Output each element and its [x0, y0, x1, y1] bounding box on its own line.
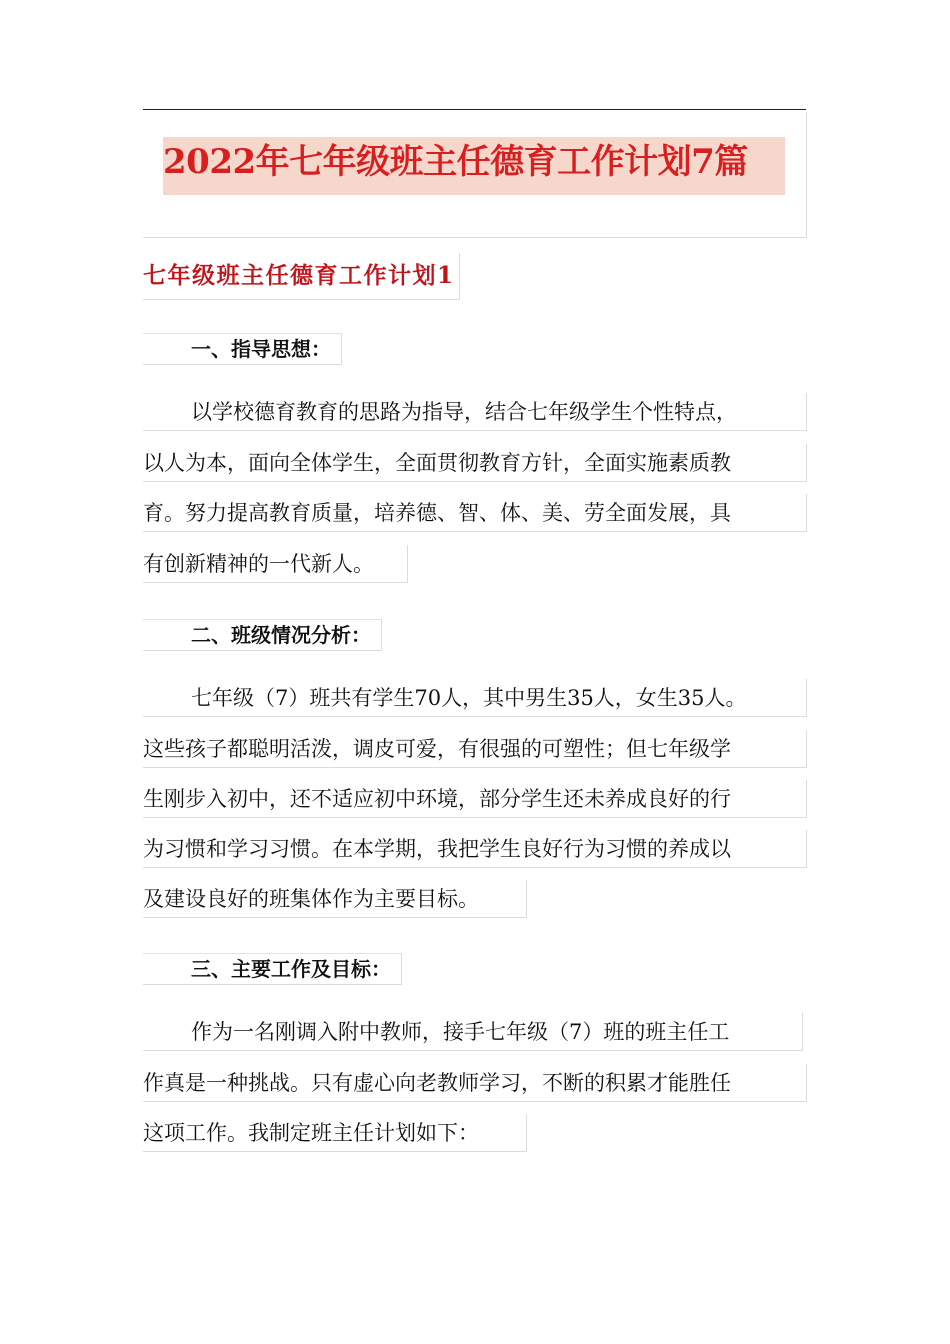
header-rule [143, 109, 806, 110]
section-heading-main-work: 三、主要工作及目标： [143, 953, 402, 985]
paragraph-line: 生刚步入初中，还不适应初中环境，部分学生还未养成良好的行 [143, 780, 807, 818]
paragraph-line: 以学校德育教育的思路为指导，结合七年级学生个性特点， [143, 393, 807, 431]
paragraph-line: 有创新精神的一代新人。 [143, 545, 408, 583]
paragraph-line: 作为一名刚调入附中教师，接手七年级（7）班的班主任工 [143, 1013, 803, 1051]
paragraph-line: 作真是一种挑战。只有虚心向老教师学习，不断的积累才能胜任 [143, 1064, 807, 1102]
section-heading-guiding-thought: 一、指导思想： [143, 333, 342, 365]
paragraph-line: 这项工作。我制定班主任计划如下： [143, 1114, 527, 1152]
plan-heading: 七年级班主任德育工作计划1 [143, 253, 460, 300]
paragraph-line: 育。努力提高教育质量，培养德、智、体、美、劳全面发展，具 [143, 494, 807, 532]
paragraph-line: 为习惯和学习习惯。在本学期，我把学生良好行为习惯的养成以 [143, 830, 807, 868]
paragraph-line: 及建设良好的班集体作为主要目标。 [143, 880, 527, 918]
paragraph-line: 这些孩子都聪明活泼，调皮可爱，有很强的可塑性；但七年级学 [143, 730, 807, 768]
paragraph-line: 七年级（7）班共有学生70人，其中男生35人，女生35人。 [143, 679, 807, 717]
section-heading-class-analysis: 二、班级情况分析： [143, 619, 382, 651]
paragraph-line: 以人为本，面向全体学生，全面贯彻教育方针，全面实施素质教 [143, 444, 807, 482]
document-title: 2022年七年级班主任德育工作计划7篇 [163, 137, 785, 195]
